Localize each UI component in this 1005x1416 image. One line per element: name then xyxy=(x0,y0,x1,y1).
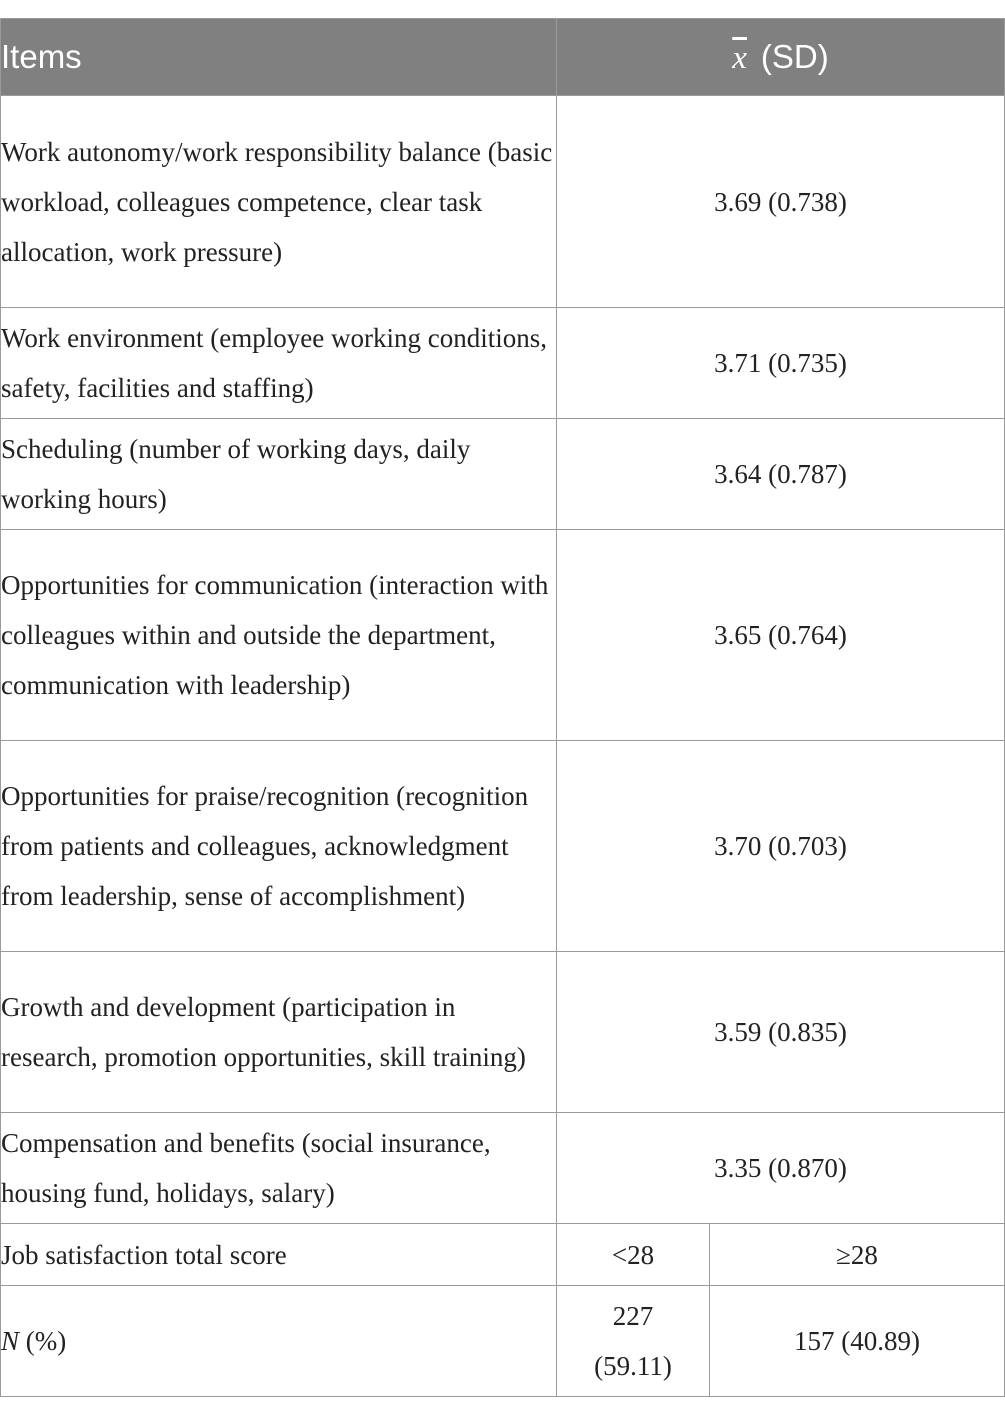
item-value: 3.69 (0.738) xyxy=(557,96,1005,308)
item-value: 3.70 (0.703) xyxy=(557,741,1005,952)
low-percent-value: (59.11) xyxy=(594,1351,672,1381)
item-label: Scheduling (number of working days, daily working hours) xyxy=(1,419,557,530)
mean-sd-header xyxy=(557,19,1005,96)
item-label: Opportunities for communication (interaction with colleagues within and outside the department, communication with leadership) xyxy=(1,530,557,741)
low-score-count xyxy=(557,1286,710,1397)
item-value: 3.71 (0.735) xyxy=(557,308,1005,419)
table-row xyxy=(1,419,1005,530)
item-value: 3.65 (0.764) xyxy=(557,530,1005,741)
items-header: Items xyxy=(1,19,557,96)
table-row xyxy=(1,530,1005,741)
item-label: Opportunities for praise/recognition (recognition from patients and colleagues, acknowledgment from leadership, sense of accomplishment) xyxy=(1,741,557,952)
item-label: Work environment (employee working conditions, safety, facilities and staffing) xyxy=(1,308,557,419)
item-label: Work autonomy/work responsibility balance (basic workload, colleagues competence, clear task allocation, work pressure) xyxy=(1,96,557,308)
table-row xyxy=(1,96,1005,308)
item-value: 3.35 (0.870) xyxy=(557,1113,1005,1224)
total-score-label: Job satisfaction total score xyxy=(1,1224,557,1286)
n-percent-label xyxy=(1,1286,557,1397)
item-value: 3.59 (0.835) xyxy=(557,952,1005,1113)
header-row xyxy=(1,19,1005,96)
table-row xyxy=(1,308,1005,419)
percent-symbol: (%) xyxy=(19,1326,67,1356)
mean-symbol: $\overline{x}$ xyxy=(732,39,747,76)
item-label: Compensation and benefits (social insurance, housing fund, holidays, salary) xyxy=(1,1113,557,1224)
high-score-count: 157 (40.89) xyxy=(710,1286,1005,1397)
job-satisfaction-table xyxy=(0,18,1005,1397)
table-row xyxy=(1,741,1005,952)
sd-label: (SD) xyxy=(760,37,829,75)
table-row xyxy=(1,1113,1005,1224)
low-count-value: 227 xyxy=(612,1301,654,1331)
n-symbol: N xyxy=(1,1326,20,1356)
table-row xyxy=(1,952,1005,1113)
n-percent-row xyxy=(1,1286,1005,1397)
item-value: 3.64 (0.787) xyxy=(557,419,1005,530)
total-score-row xyxy=(1,1224,1005,1286)
item-label: Growth and development (participation in research, promotion opportunities, skill training) xyxy=(1,952,557,1113)
low-score-label: <28 xyxy=(557,1224,710,1286)
high-score-label: ≥28 xyxy=(710,1224,1005,1286)
